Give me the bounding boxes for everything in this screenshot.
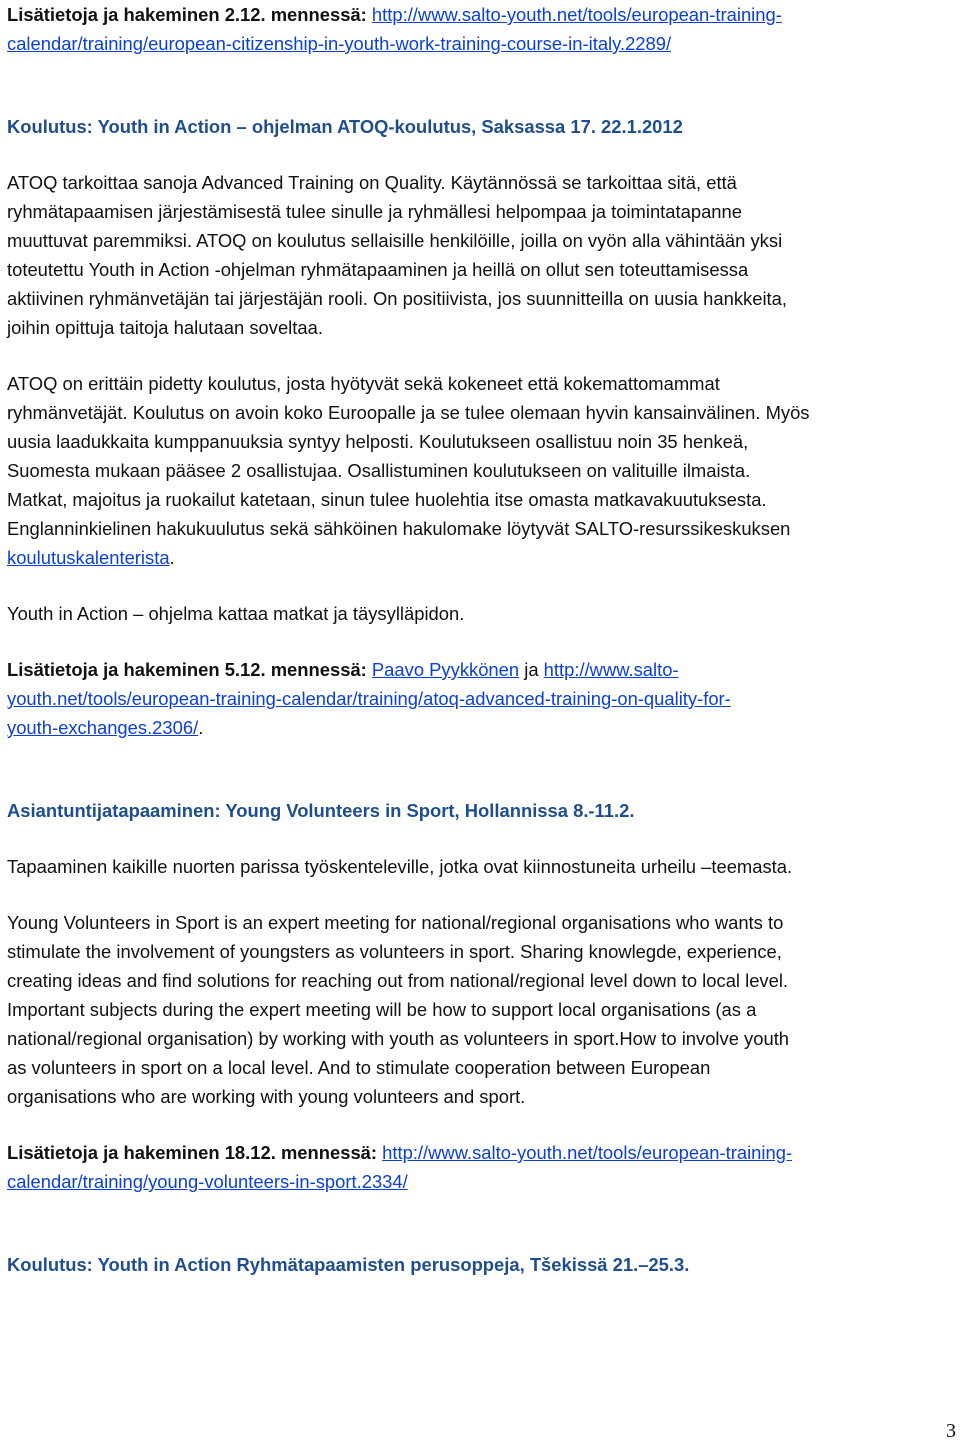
para1-line2: ryhmätapaamisen järjestämisestä tulee sinulle ja ryhmällesi helpompaa ja toimintatapanne xyxy=(7,201,742,222)
para1-line6: joihin opittuja taitoja halutaan soveltaa. xyxy=(7,317,323,338)
para1-line5: aktiivinen ryhmänvetäjän tai järjestäjän rooli. On positiivista, jos suunnitteilla on uusia hankkeita, xyxy=(7,288,787,309)
para2-line1: ATOQ on erittäin pidetty koulutus, josta hyötyvät sekä kokeneet että kokemattomammat xyxy=(7,373,720,394)
info-lead-1: Lisätietoja ja hakeminen 2.12. mennessä: xyxy=(7,4,372,25)
info-line-2b xyxy=(7,684,953,713)
para5-line3: creating ideas and find solutions for reaching out from national/regional level down to local level. xyxy=(7,970,789,991)
contact-link-paavo[interactable]: Paavo Pyykkönen xyxy=(371,659,520,680)
info-line-2 xyxy=(7,655,953,684)
para2-period: . xyxy=(169,547,175,568)
salto-link-atoq-end[interactable]: youth-exchanges.2306/ xyxy=(7,717,199,738)
salto-link-citizenship[interactable]: http://www.salto-youth.net/tools/european-training- xyxy=(371,4,782,25)
para5-line6: as volunteers in sport on a local level. And to stimulate cooperation between European xyxy=(7,1057,711,1078)
para5-line1: Young Volunteers in Sport is an expert meeting for national/regional organisations who wants to xyxy=(7,912,784,933)
salto-link-volunteers-cont[interactable]: calendar/training/young-volunteers-in-sport.2334/ xyxy=(7,1171,408,1192)
para1-line1: ATOQ tarkoittaa sanoja Advanced Training on Quality. Käytännössä se tarkoittaa sitä, että xyxy=(7,172,737,193)
para2-line7 xyxy=(7,543,953,572)
para2-line3: uusia laadukkaita kumppanuuksia syntyy helposti. Koulutukseen osallistuu noin 35 henkeä, xyxy=(7,431,749,452)
info-line-1b xyxy=(7,29,953,58)
para2-line6: Englanninkielinen hakukuulutus sekä sähköinen hakulomake löytyvät SALTO-resurssikeskuksen xyxy=(7,518,791,539)
heading-atoq: Koulutus: Youth in Action – ohjelman ATOQ-koulutus, Saksassa 17. 22.1.2012 xyxy=(7,116,683,137)
para2-line5: Matkat, majoitus ja ruokailut katetaan, sinun tulee huolehtia itse omasta matkavakuutuksesta. xyxy=(7,489,767,510)
para5-line5: national/regional organisation) by working with youth as volunteers in sport.How to involve youth xyxy=(7,1028,790,1049)
info-line-3b xyxy=(7,1167,953,1196)
para5-line2: stimulate the involvement of youngsters as volunteers in sport. Sharing knowlegde, experience, xyxy=(7,941,782,962)
training-calendar-link[interactable]: koulutuskalenterista xyxy=(7,547,170,568)
info-line-2c xyxy=(7,713,953,742)
para2-line4: Suomesta mukaan pääsee 2 osallistujaa. Osallistuminen koulutukseen on valituille ilmaista. xyxy=(7,460,751,481)
para4: Tapaaminen kaikille nuorten parissa työskenteleville, jotka ovat kiinnostuneita urheilu –teemasta. xyxy=(7,856,793,877)
document-page xyxy=(7,0,953,1279)
heading-young-volunteers: Asiantuntijatapaaminen: Young Volunteers in Sport, Hollannissa 8.-11.2. xyxy=(7,800,635,821)
salto-link-atoq[interactable]: http://www.salto- xyxy=(543,659,679,680)
para3: Youth in Action – ohjelma kattaa matkat ja täysylläpidon. xyxy=(7,603,465,624)
info-lead-3: Lisätietoja ja hakeminen 18.12. mennessä: xyxy=(7,1142,383,1163)
info-lead-2: Lisätietoja ja hakeminen 5.12. mennessä: xyxy=(7,659,372,680)
para1-line4: toteutettu Youth in Action -ohjelman ryhmätapaaminen ja heillä on ollut sen toteuttamisessa xyxy=(7,259,749,280)
para5-line7: organisations who are working with young volunteers and sport. xyxy=(7,1086,526,1107)
block2-period: . xyxy=(198,717,204,738)
para2-line2: ryhmänvetäjät. Koulutus on avoin koko Euroopalle ja se tulee olemaan hyvin kansainvälinen. Myös xyxy=(7,402,810,423)
and-text: ja xyxy=(519,659,544,680)
info-line-1 xyxy=(7,0,953,29)
info-line-3 xyxy=(7,1138,953,1167)
salto-link-volunteers[interactable]: http://www.salto-youth.net/tools/european-training- xyxy=(382,1142,793,1163)
salto-link-atoq-cont[interactable]: youth.net/tools/european-training-calendar/training/atoq-advanced-training-on-quality-for- xyxy=(7,688,731,709)
page-number: 3 xyxy=(946,1420,956,1442)
salto-link-citizenship-cont[interactable]: calendar/training/european-citizenship-in-youth-work-training-course-in-italy.2289/ xyxy=(7,33,672,54)
heading-czech-training: Koulutus: Youth in Action Ryhmätapaamisten perusoppeja, Tšekissä 21.–25.3. xyxy=(7,1254,690,1275)
para1-line3: muuttuvat paremmiksi. ATOQ on koulutus sellaisille henkilöille, joilla on vyön alla vähintään yksi xyxy=(7,230,783,251)
para5-line4: Important subjects during the expert meeting will be how to support local organisations (as a xyxy=(7,999,757,1020)
